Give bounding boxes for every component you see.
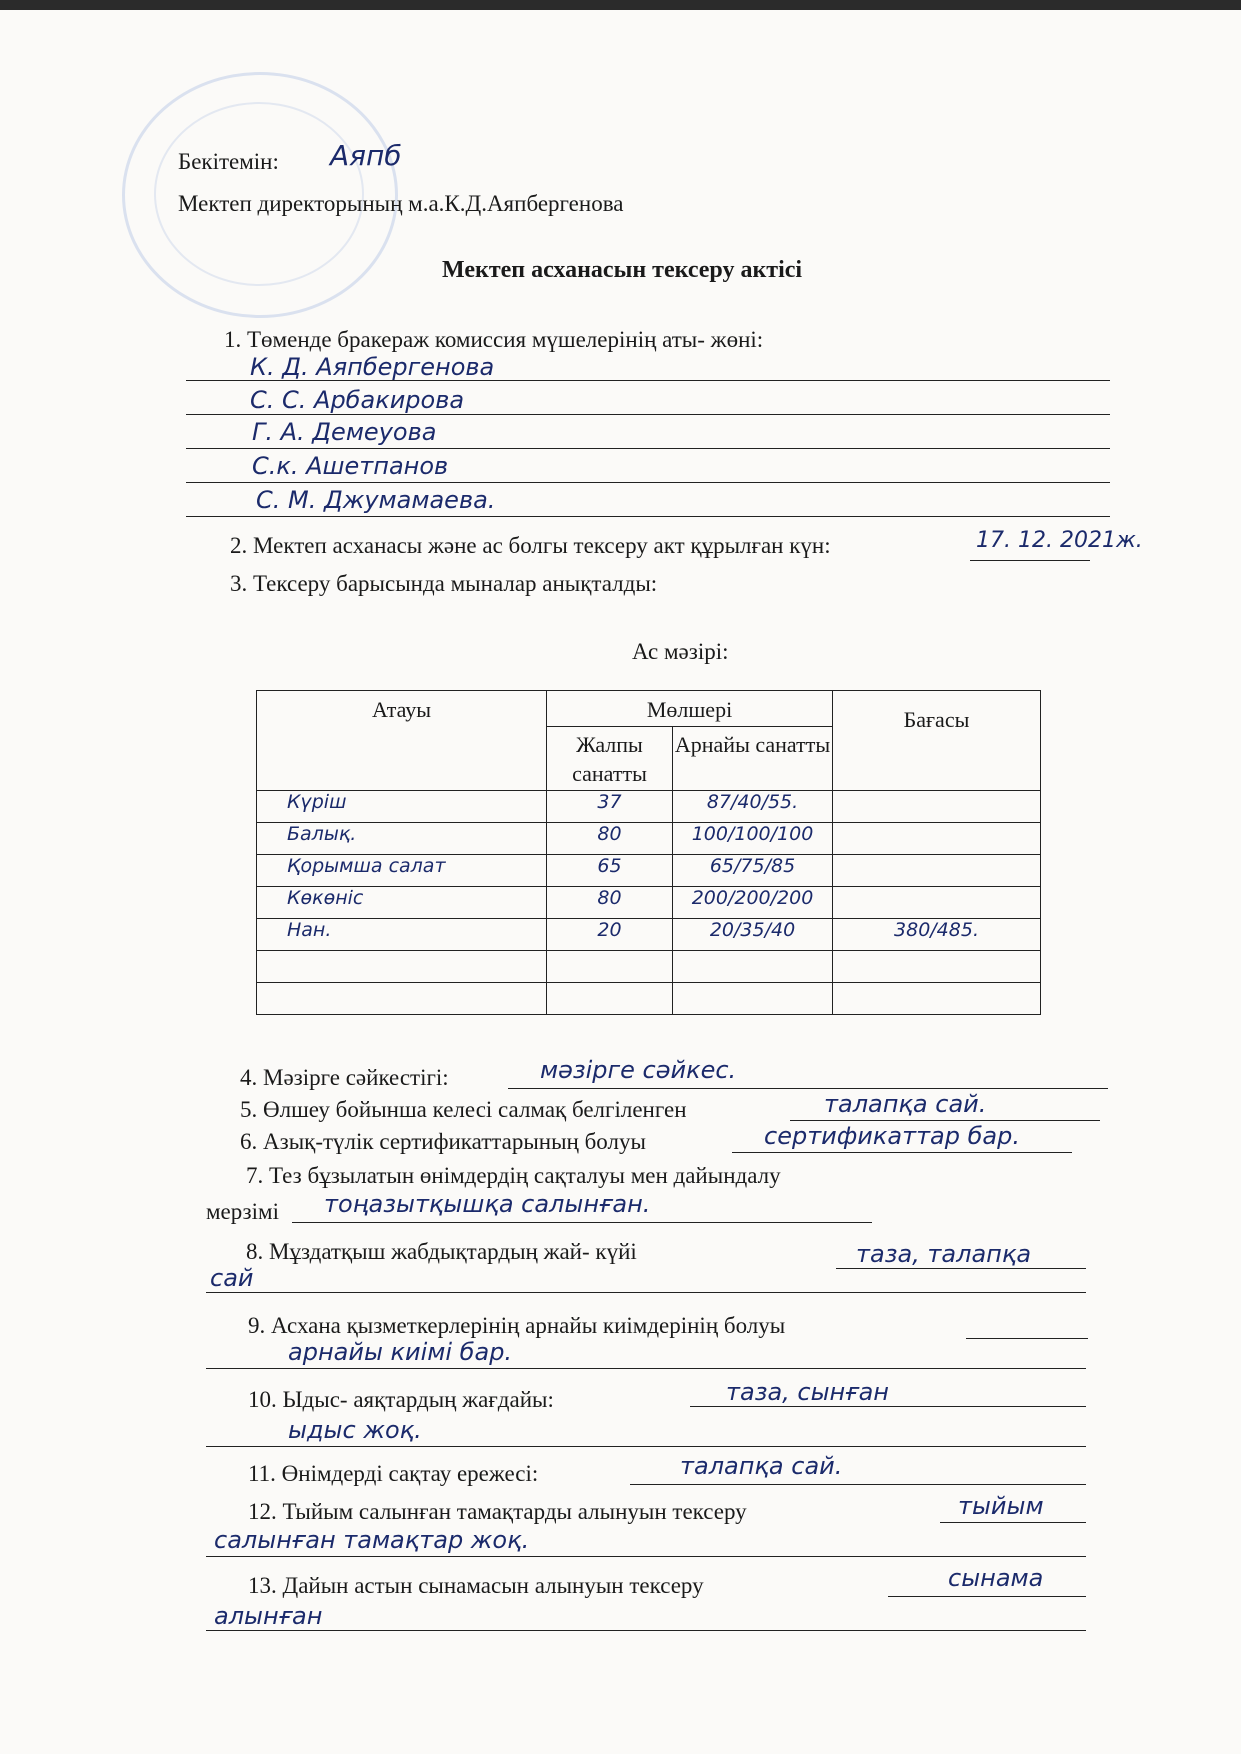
item-13-label: 13. Дайын астын сынамасын алынуын тексеру <box>248 1573 704 1598</box>
cell-general <box>547 951 673 983</box>
answer-13-cont: алынған <box>214 1602 323 1630</box>
cell-special: 65/75/85 <box>673 855 833 887</box>
item-7-label-cont: мерзімі <box>206 1199 279 1224</box>
director-signature: Аяпб <box>330 139 402 172</box>
underline <box>940 1522 1086 1523</box>
cell-price <box>833 823 1041 855</box>
cell-price: 380/485. <box>833 919 1041 951</box>
column-header-name: Атауы <box>257 691 547 791</box>
item-10-label: 10. Ыдыс- аяқтардың жағдайы: <box>248 1387 554 1412</box>
underline <box>186 448 1110 449</box>
cell-price <box>833 951 1041 983</box>
table-header-row <box>257 691 1041 727</box>
column-header-price: Бағасы <box>833 691 1041 791</box>
cell-general: 80 <box>547 823 673 855</box>
cell-general: 20 <box>547 919 673 951</box>
cell-name: Балық. <box>257 823 547 855</box>
cell-special: 87/40/55. <box>673 791 833 823</box>
commission-member: С. М. Джумамаева. <box>256 486 496 514</box>
document-title: Мектеп асханасын тексеру актісі <box>442 257 803 283</box>
item-3-label: 3. Тексеру барысында мыналар анықталды: <box>230 571 658 596</box>
table-row <box>257 951 1041 983</box>
item-8-label: 8. Мұздатқыш жабдықтардың жай- күйі <box>246 1239 637 1264</box>
underline <box>206 1292 1086 1293</box>
underline <box>186 414 1110 415</box>
underline <box>508 1088 1108 1089</box>
cell-special: 100/100/100 <box>673 823 833 855</box>
item-1-label: 1. Төменде бракераж комиссия мүшелерінің аты- жөні: <box>224 327 764 352</box>
answer-8-cont: сай <box>210 1264 254 1292</box>
cell-general: 65 <box>547 855 673 887</box>
underline <box>790 1120 1100 1121</box>
answer-13: сынама <box>948 1564 1044 1592</box>
table-row <box>257 791 1041 823</box>
underline <box>970 560 1090 561</box>
cell-special <box>673 951 833 983</box>
underline <box>206 1556 1086 1557</box>
cell-price <box>833 887 1041 919</box>
director-line: Мектеп директорының м.а.К.Д.Аяпбергенова <box>178 191 624 216</box>
scan-top-border <box>0 0 1241 10</box>
answer-9: арнайы киімі бар. <box>288 1338 513 1366</box>
item-2-label: 2. Мектеп асханасы және ас болгы тексеру акт құрылған күн: <box>230 533 831 558</box>
table-row <box>257 823 1041 855</box>
answer-11: талапқа сай. <box>680 1452 843 1480</box>
commission-member: К. Д. Аяпбергенова <box>250 353 495 381</box>
underline <box>888 1596 1086 1597</box>
cell-name: Нан. <box>257 919 547 951</box>
approve-label: Бекітемін: <box>178 149 279 174</box>
answer-12-cont: салынған тамақтар жоқ. <box>214 1526 530 1554</box>
table-row <box>257 887 1041 919</box>
subheader-special: Арнайы санатты <box>673 727 833 791</box>
cell-special: 200/200/200 <box>673 887 833 919</box>
underline <box>690 1406 1086 1407</box>
underline <box>206 1446 1086 1447</box>
menu-table <box>256 690 1041 1015</box>
underline <box>630 1484 1086 1485</box>
cell-general: 80 <box>547 887 673 919</box>
cell-special <box>673 983 833 1015</box>
underline <box>292 1222 872 1223</box>
cell-general <box>547 983 673 1015</box>
check-date: 17. 12. 2021ж. <box>976 528 1143 553</box>
cell-special: 20/35/40 <box>673 919 833 951</box>
answer-12: тыйым <box>958 1492 1044 1520</box>
commission-member: С. С. Арбакирова <box>250 386 465 414</box>
cell-price <box>833 983 1041 1015</box>
item-9-label: 9. Асхана қызметкерлерінің арнайы киімдерінің болуы <box>248 1313 786 1338</box>
underline <box>206 1368 1086 1369</box>
underline <box>732 1152 1072 1153</box>
item-12-label: 12. Тыйым салынған тамақтарды алынуын тексеру <box>248 1499 747 1524</box>
commission-member: Г. А. Демеуова <box>252 418 437 446</box>
menu-caption: Ас мәзірі: <box>632 639 729 664</box>
underline <box>966 1338 1088 1339</box>
answer-5: талапқа сай. <box>824 1090 987 1118</box>
item-4-label: 4. Мәзірге сәйкестігі: <box>240 1065 449 1090</box>
cell-name: Көкөніс <box>257 887 547 919</box>
item-11-label: 11. Өнімдерді сақтау ережесі: <box>248 1461 539 1486</box>
underline <box>186 380 1110 381</box>
cell-price <box>833 855 1041 887</box>
column-header-quantity: Мөлшері <box>547 691 833 727</box>
item-6-label: 6. Азық-түлік сертификаттарының болуы <box>240 1129 646 1154</box>
item-5-label: 5. Өлшеу бойынша келесі салмақ белгіленген <box>240 1097 687 1122</box>
table-row <box>257 919 1041 951</box>
subheader-general: Жалпы санатты <box>547 727 673 791</box>
cell-name <box>257 983 547 1015</box>
answer-8: таза, талапқа <box>856 1240 1032 1268</box>
item-7-label: 7. Тез бұзылатын өнімдердің сақталуы мен дайындалу <box>246 1163 781 1188</box>
cell-general: 37 <box>547 791 673 823</box>
cell-price <box>833 791 1041 823</box>
cell-name: Қорымша салат <box>257 855 547 887</box>
answer-4: мәзірге сәйкес. <box>540 1056 737 1084</box>
answer-10: таза, сынған <box>726 1378 889 1406</box>
cell-name: Күріш <box>257 791 547 823</box>
table-row <box>257 855 1041 887</box>
answer-6: сертификаттар бар. <box>764 1122 1020 1150</box>
table-row <box>257 983 1041 1015</box>
answer-10-cont: ыдыс жоқ. <box>288 1416 422 1444</box>
commission-member: С.к. Ашетпанов <box>252 452 449 480</box>
underline <box>836 1268 1086 1269</box>
underline <box>186 516 1110 517</box>
underline <box>206 1630 1086 1631</box>
underline <box>186 482 1110 483</box>
cell-name <box>257 951 547 983</box>
answer-7: тоңазытқышқа салынған. <box>324 1190 651 1218</box>
